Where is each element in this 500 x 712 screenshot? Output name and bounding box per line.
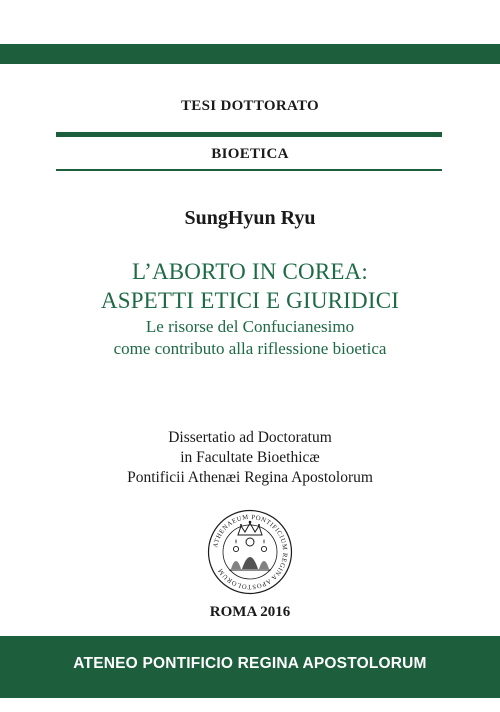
- discipline-label: BIOETICA: [211, 146, 289, 162]
- university-seal-icon: [207, 509, 293, 595]
- title-line-2: ASPETTI ETICI E GIURIDICI: [100, 288, 400, 313]
- top-green-band: [0, 44, 500, 64]
- title-line-1: L’ABORTO IN COREA:: [131, 259, 369, 284]
- dissertation-line-2: in Facultate Bioethicæ: [180, 449, 320, 466]
- author-name: SungHyun Ryu: [184, 207, 316, 229]
- dissertation-line-3: Pontificii Athenæi Regina Apostolorum: [127, 469, 373, 486]
- subtitle-line-1: Le risorse del Confucianesimo: [145, 317, 355, 336]
- dissertation-line-1: Dissertatio ad Doctoratum: [168, 429, 332, 446]
- thick-divider: [56, 132, 442, 137]
- seal-inscription: ATHENAEUM PONTIFICIUM REGINA APOSTOLORUM: [212, 513, 289, 591]
- thin-divider: [56, 169, 442, 171]
- series-label: TESI DOTTORATO: [181, 98, 319, 114]
- subtitle-line-2: come contributo alla riflessione bioetica: [113, 339, 387, 358]
- place-and-year: ROMA 2016: [209, 604, 291, 620]
- publisher-name: ATENEO PONTIFICIO REGINA APOSTOLORUM: [73, 655, 427, 672]
